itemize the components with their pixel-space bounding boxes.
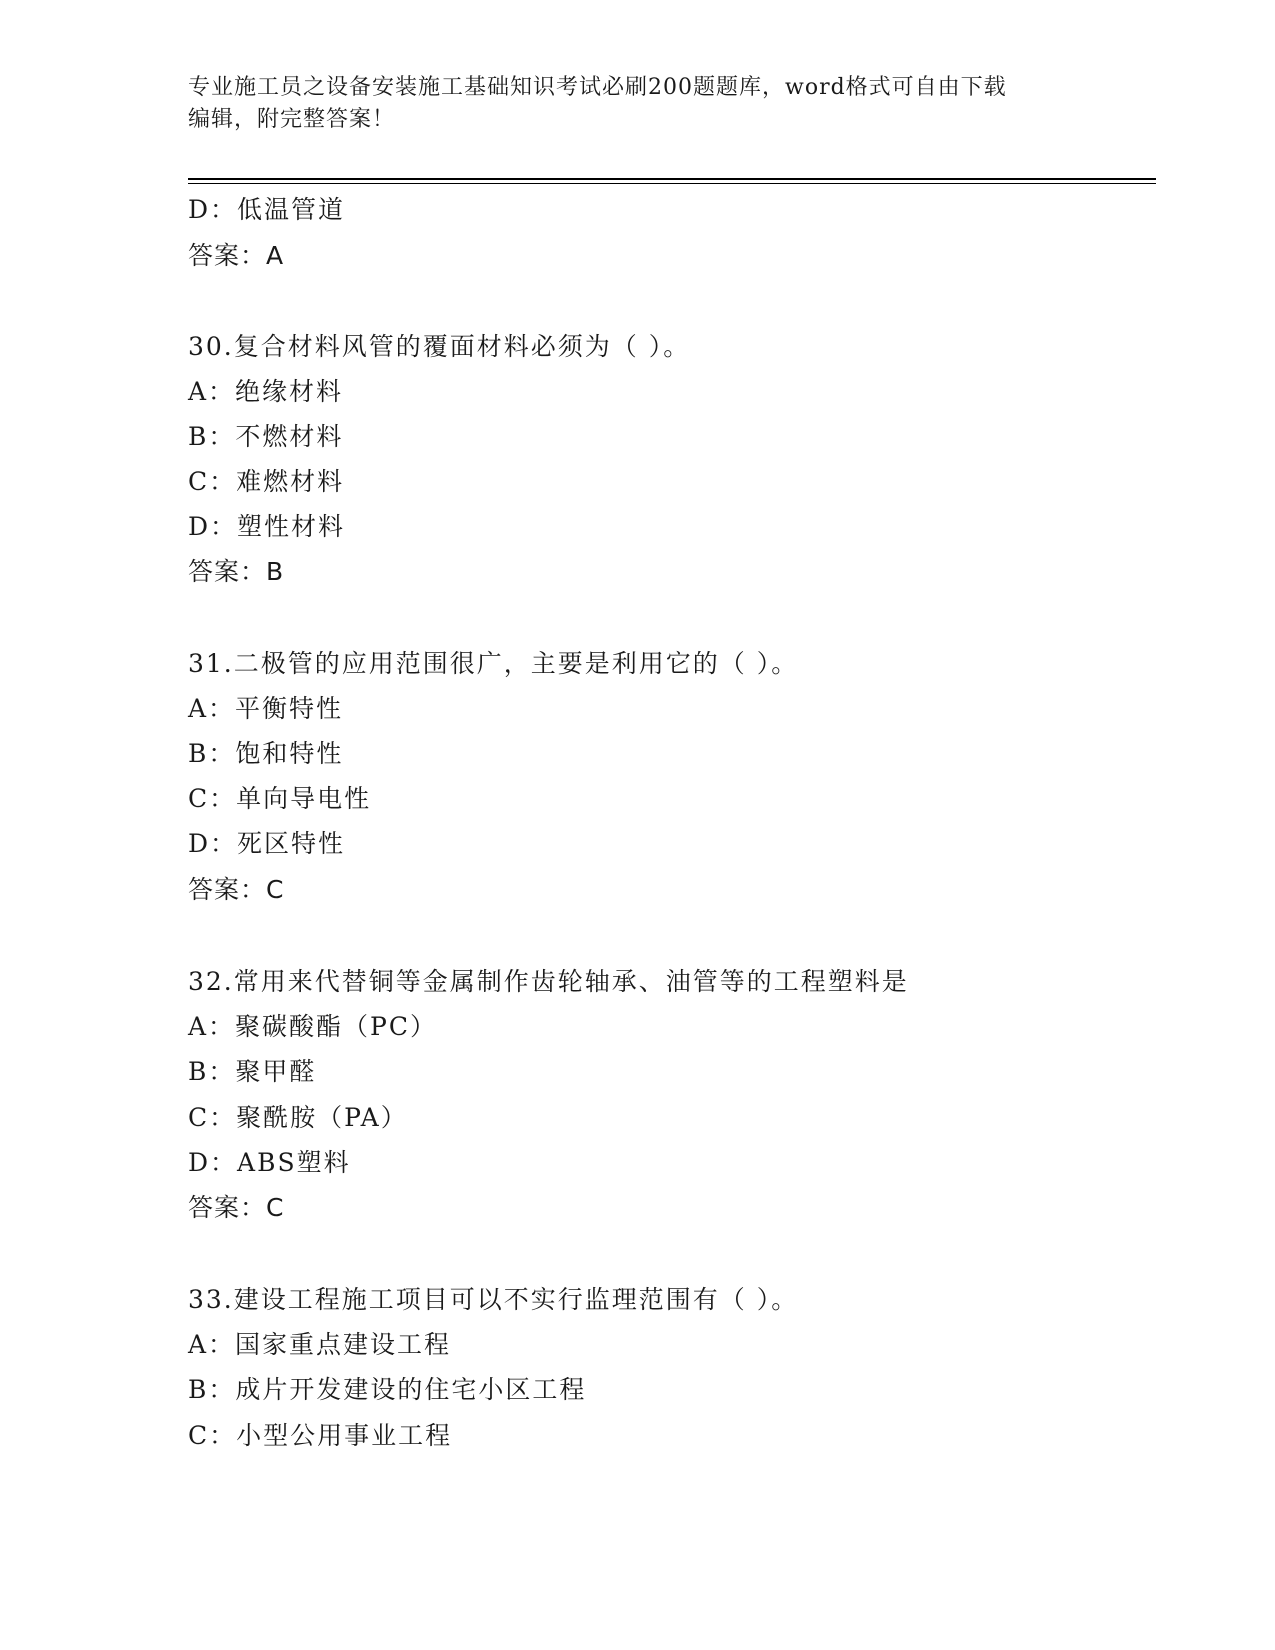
answer-29: 答案：A	[188, 241, 285, 270]
option-32-d: D：ABS塑料	[188, 1148, 351, 1177]
question-32: 32.常用来代替铜等金属制作齿轮轴承、油管等的工程塑料是	[188, 967, 909, 996]
header-line-1: 专业施工员之设备安装施工基础知识考试必刷200题题库，word格式可自由下载	[188, 75, 1007, 100]
option-32-a: A：聚碳酸酯（PC）	[188, 1012, 438, 1041]
answer-30: 答案：B	[188, 557, 285, 586]
option-31-c: C：单向导电性	[188, 784, 372, 813]
option-32-c: C：聚酰胺（PA）	[188, 1103, 408, 1132]
option-29-d: D：低温管道	[188, 195, 346, 224]
answer-31: 答案：C	[188, 875, 285, 904]
option-30-b: B：不燃材料	[188, 422, 344, 451]
option-32-b: B：聚甲醛	[188, 1057, 317, 1086]
option-30-a: A：绝缘材料	[188, 377, 344, 406]
option-31-b: B：饱和特性	[188, 739, 344, 768]
option-33-c: C：小型公用事业工程	[188, 1421, 453, 1450]
answer-32: 答案：C	[188, 1193, 285, 1222]
question-30: 30.复合材料风管的覆面材料必须为（ ）。	[188, 332, 691, 361]
option-30-d: D：塑性材料	[188, 512, 346, 541]
header-line-2: 编辑，附完整答案！	[188, 107, 396, 132]
document-header	[188, 72, 1088, 136]
option-31-a: A：平衡特性	[188, 694, 344, 723]
option-31-d: D：死区特性	[188, 829, 346, 858]
question-31: 31.二极管的应用范围很广，主要是利用它的（ ）。	[188, 649, 799, 678]
header-rule-thick	[188, 178, 1156, 180]
header-rule-thin	[188, 183, 1156, 184]
option-33-b: B：成片开发建设的住宅小区工程	[188, 1375, 587, 1404]
option-30-c: C：难燃材料	[188, 467, 345, 496]
question-33: 33.建设工程施工项目可以不实行监理范围有（ ）。	[188, 1285, 799, 1314]
option-33-a: A：国家重点建设工程	[188, 1330, 452, 1359]
